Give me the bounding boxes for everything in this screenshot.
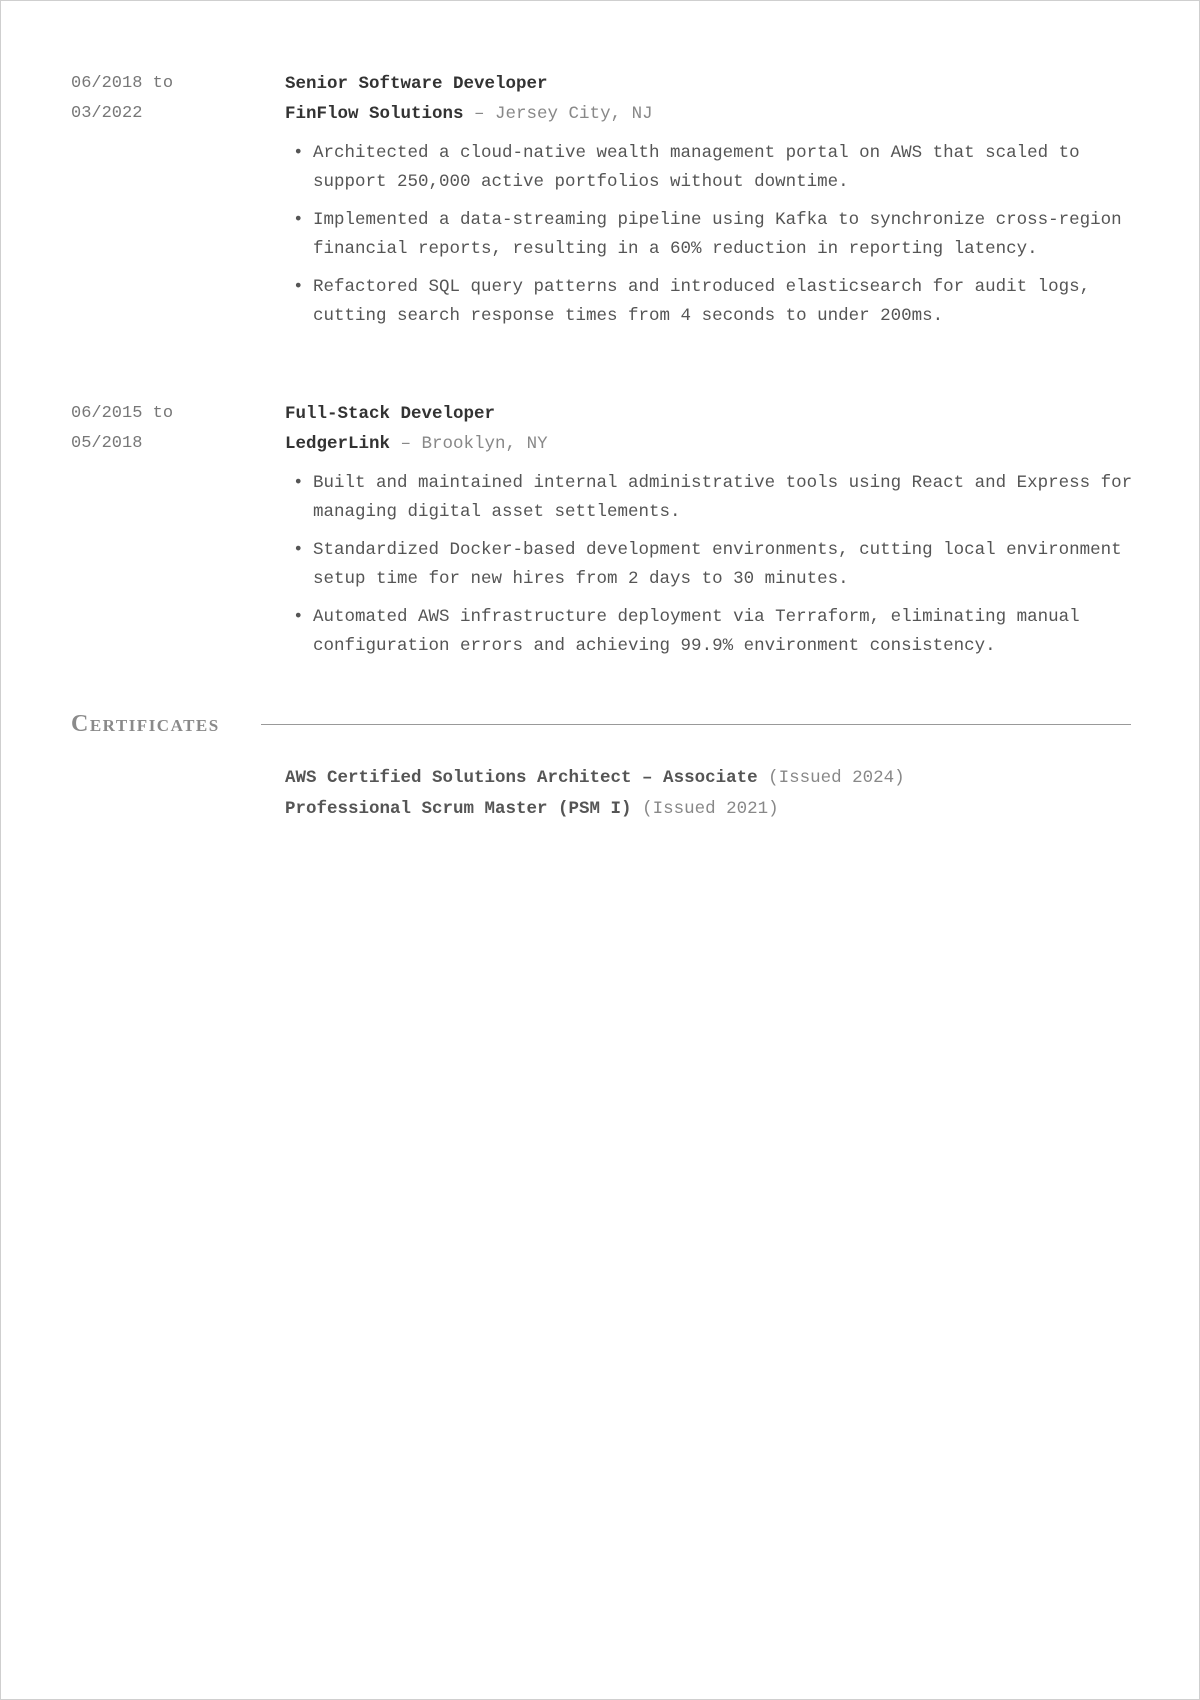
bullet-icon: • [293, 210, 304, 230]
achievement-text: Built and maintained internal administrative tools using React and Express for managing digital asset settlements. [313, 473, 1133, 522]
achievement-list [285, 469, 1135, 661]
job-details [285, 399, 1135, 670]
certificate-issued: (Issued 2021) [642, 799, 779, 819]
separator: – [390, 434, 422, 454]
employment-dates [71, 399, 271, 459]
certificate-item [285, 794, 1135, 825]
job-details [285, 69, 1135, 340]
achievement-text: Implemented a data-streaming pipeline using Kafka to synchronize cross-region financial reports, resulting in a 60% reduction in reporting latency. [313, 210, 1122, 259]
achievement-item [285, 469, 1135, 527]
achievement-text: Standardized Docker-based development environments, cutting local environment setup time for new hires from 2 days to 30 minutes. [313, 540, 1122, 589]
company-line [285, 429, 1135, 459]
achievement-text: Refactored SQL query patterns and introduced elasticsearch for audit logs, cutting search response times from 4 seconds to under 200ms. [313, 277, 1091, 326]
job-location: Brooklyn, NY [421, 434, 548, 454]
achievement-item [285, 139, 1135, 197]
bullet-icon: • [293, 540, 304, 560]
certificate-name: Professional Scrum Master (PSM I) [285, 799, 632, 819]
company-name: LedgerLink [285, 434, 391, 454]
achievement-item [285, 603, 1135, 661]
start-date: 06/2015 to [71, 404, 174, 423]
achievement-item [285, 273, 1135, 331]
certificates-section-header [71, 709, 1131, 739]
company-line [285, 99, 1135, 129]
certificate-list [285, 763, 1135, 825]
bullet-icon: • [293, 277, 304, 297]
section-divider [261, 724, 1131, 725]
achievement-text: Automated AWS infrastructure deployment via Terraform, eliminating manual configuration errors and achieving 99.9% environment consistency. [313, 607, 1080, 656]
end-date: 03/2022 [71, 104, 143, 123]
job-title: Full-Stack Developer [285, 404, 496, 424]
certificate-issued: (Issued 2024) [768, 768, 905, 788]
company-name: FinFlow Solutions [285, 104, 464, 124]
job-location: Jersey City, NJ [495, 104, 653, 124]
certificate-item [285, 763, 1135, 794]
employment-dates [71, 69, 271, 129]
achievement-list [285, 139, 1135, 331]
start-date: 06/2018 to [71, 74, 174, 93]
achievement-text: Architected a cloud-native wealth management portal on AWS that scaled to support 250,000 active portfolios without downtime. [313, 143, 1080, 192]
separator: – [463, 104, 496, 124]
bullet-icon: • [293, 607, 304, 627]
bullet-icon: • [293, 473, 304, 493]
job-title: Senior Software Developer [285, 74, 548, 94]
section-title: Certificates [71, 711, 220, 737]
end-date: 05/2018 [71, 434, 143, 453]
certificate-name: AWS Certified Solutions Architect – Associate [285, 768, 758, 788]
bullet-icon: • [293, 143, 304, 163]
achievement-item [285, 536, 1135, 594]
achievement-item [285, 206, 1135, 264]
